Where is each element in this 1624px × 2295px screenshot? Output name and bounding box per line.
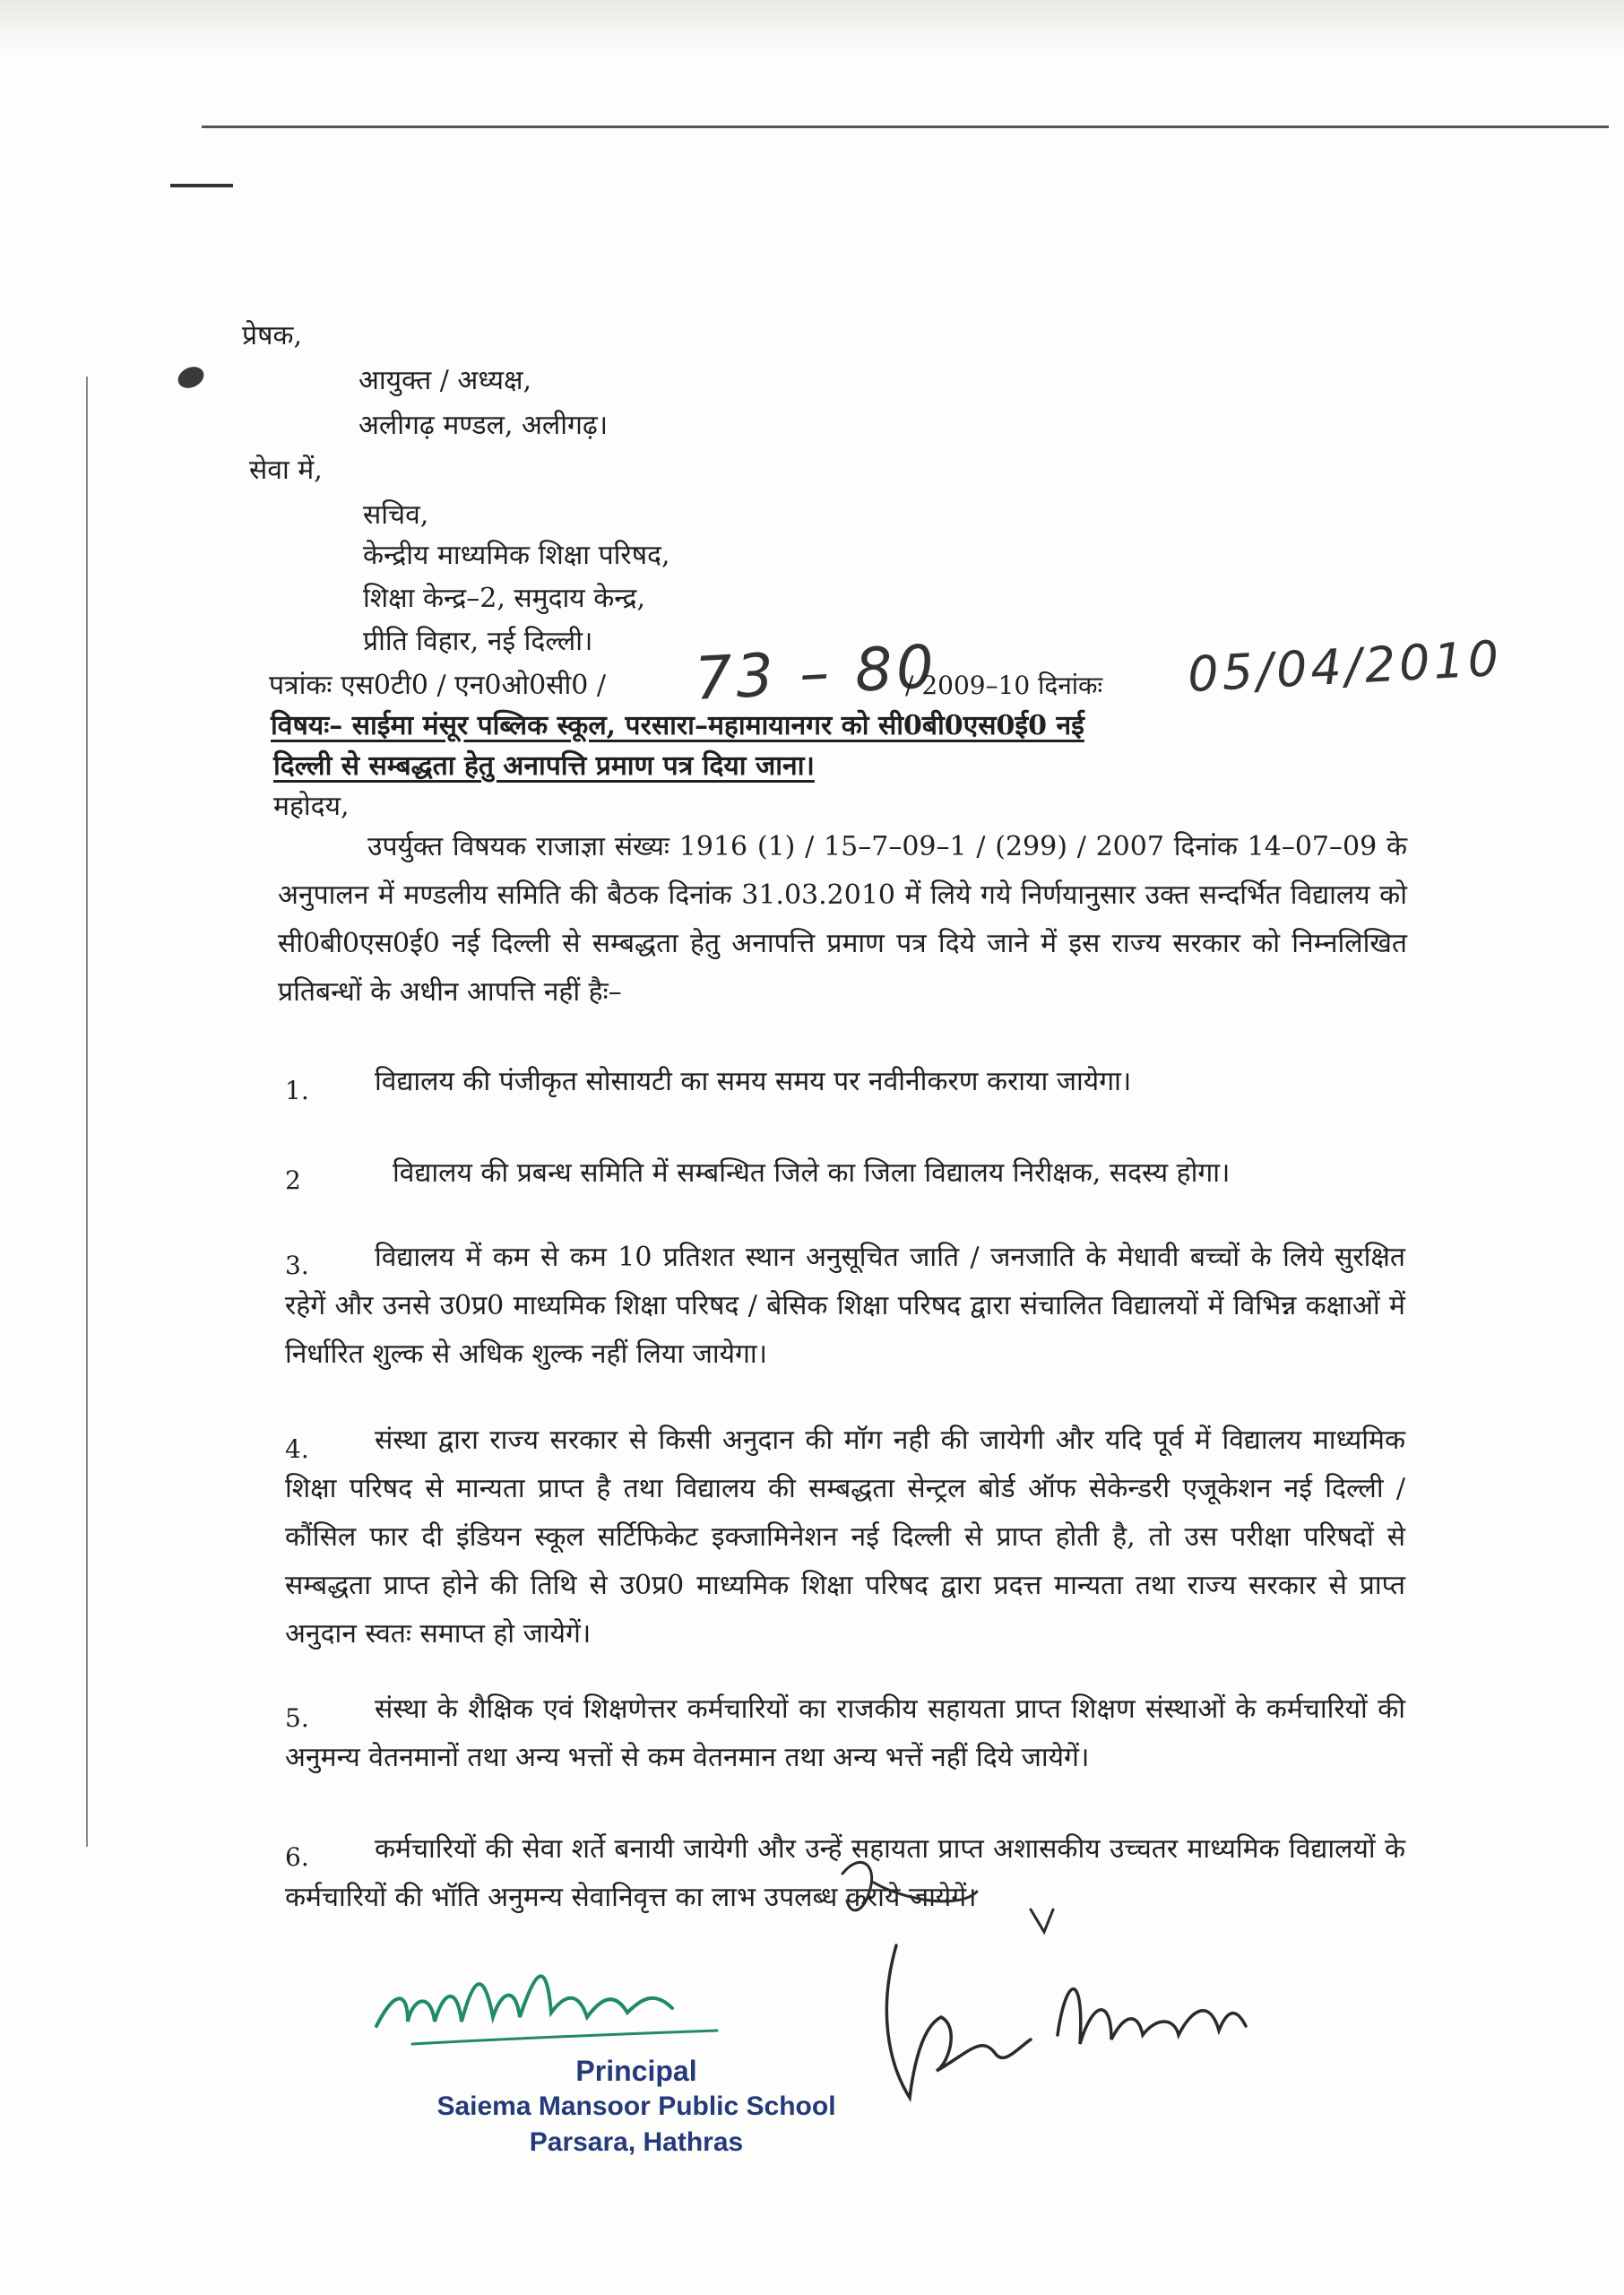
stamp-place: Parsara, Hathras — [529, 2127, 744, 2157]
stamp-title: Principal — [575, 2055, 697, 2087]
principal-signature — [358, 1936, 735, 2062]
reference-year: / 2009–10 दिनांकः — [905, 671, 1103, 700]
fold-line — [86, 377, 88, 1847]
school-stamp — [376, 2053, 896, 2161]
condition-number: 2 — [285, 1165, 301, 1195]
top-rule — [202, 126, 1609, 128]
reference-date-handwritten: 05/04/2010 — [1186, 629, 1504, 704]
condition-number: 3. — [285, 1251, 309, 1280]
margin-mark — [170, 184, 233, 187]
condition-text: विद्यालय में कम से कम 10 प्रतिशत स्थान अनुसूचित जाति / जनजाति के मेधावी बच्चों के लिये सुरक्षित रहेगें और उनसे उ0प्र0 माध्यमिक शिक्षा परिषद / बेसिक शिक्षा परिषद द्वारा संचालित विद्यालयों में विभिन्न कक्षाओं में निर्धारित शुल्क से अधिक शुल्क नहीं लिया जायेगा। — [285, 1242, 1405, 1370]
sender-line-2: अलीगढ़ मण्डल, अलीगढ़। — [358, 410, 609, 441]
subject-line-2: दिल्ली से सम्बद्धता हेतु अनापत्ति प्रमाण पत्र दिया जाना। — [273, 750, 815, 782]
sender-label: प्रेषक, — [242, 320, 302, 351]
condition-text: संस्था के शैक्षिक एवं शिक्षणेत्तर कर्मचारियों का राजकीय सहायता प्राप्त शिक्षण संस्थाओं के कर्मचारियों की अनुमन्य वेतनमानों तथा अन्य भत्तों से कम वेतनमान तथा अन्य भत्तें नहीं दिये जायेगें। — [285, 1693, 1405, 1773]
recipient-line-3: शिक्षा केन्द्र–2, समुदाय केन्द्र, — [363, 583, 646, 614]
punch-hole-mark — [175, 363, 207, 393]
condition-text: कर्मचारियों की सेवा शर्ते बनायी जायेगी और उन्हें सहायता प्राप्त अशासकीय उच्चतर माध्यमिक विद्यालयों के कर्मचारियों की भॉति अनुमन्य सेवानिवृत्त का लाभ उपलब्ध कराये जायेगें। — [285, 1833, 1405, 1913]
recipient-line-2: केन्द्रीय माध्यमिक शिक्षा परिषद, — [363, 540, 670, 571]
condition-text: विद्यालय की पंजीकृत सोसायटी का समय समय पर नवीनीकरण कराया जायेगा। — [375, 1066, 1132, 1097]
subject-line-1: विषयः– साईमा मंसूर पब्लिक स्कूल, परसारा–महामायानगर को सी0बी0एस0ई0 नई — [271, 710, 1084, 741]
scan-shadow — [0, 0, 1624, 54]
condition-number: 5. — [285, 1703, 309, 1733]
recipient-line-4: प्रीति विहार, नई दिल्ली। — [363, 626, 593, 657]
condition-text: संस्था द्वारा राज्य सरकार से किसी अनुदान की मॉग नही की जायेगी और यदि पूर्व में विद्यालय माध्यमिक शिक्षा परिषद से मान्यता प्राप्त है तथा विद्यालय की सम्बद्धता सेन्ट्रल बोर्ड ऑफ सेकेन्डरी एजूकेशन नई दिल्ली / कौंसिल फार दी इंडियन स्कूल सर्टिफिकेट इक्जामिनेशन नई दिल्ली से प्राप्त होती है, तो उस परीक्षा परिषदों से सम्बद्धता प्राप्त होने की तिथि से उ0प्र0 माध्यमिक शिक्षा परिषद द्वारा प्रदत्त मान्यता तथा राज्य सरकार से प्राप्त अनुदान स्वतः समाप्त हो जायेगें। — [285, 1425, 1405, 1650]
sender-line-1: आयुक्त / अध्यक्ष, — [358, 365, 532, 396]
condition-number: 4. — [285, 1434, 309, 1464]
stamp-school-name: Saiema Mansoor Public School — [436, 2091, 836, 2121]
recipient-label: सेवा में, — [249, 455, 323, 486]
salutation: महोदय, — [273, 791, 350, 822]
condition-number: 1. — [285, 1076, 309, 1105]
condition-text: विद्यालय की प्रबन्ध समिति में सम्बन्धित जिले का जिला विद्यालय निरीक्षक, सदस्य होगा। — [393, 1157, 1231, 1189]
reference-prefix: पत्रांकः एस0टी0 / एन0ओ0सी0 / — [269, 670, 607, 701]
reference-number-handwritten: 73 – 80 — [693, 631, 939, 714]
recipient-line-1: सचिव, — [363, 499, 429, 531]
condition-number: 6. — [285, 1842, 309, 1872]
body-paragraph: उपर्युक्त विषयक राजाज्ञा संख्यः 1916 (1) / 15–7–09–1 / (299) / 2007 दिनांक 14–07–09 के अनुपालन में मण्डलीय समिति की बैठक दिनांक 31.03.2010 में लिये गये निर्णयानुसार उक्त सन्दर्भित विद्यालय को सी0बी0एस0ई0 नई दिल्ली से सम्बद्धता हेतु अनापत्ति प्रमाण पत्र दिये जाने में इस राज्य सरकार को निम्नलिखित प्रतिबन्धों के अधीन आपत्ति नहीं हैः– — [278, 831, 1407, 1008]
